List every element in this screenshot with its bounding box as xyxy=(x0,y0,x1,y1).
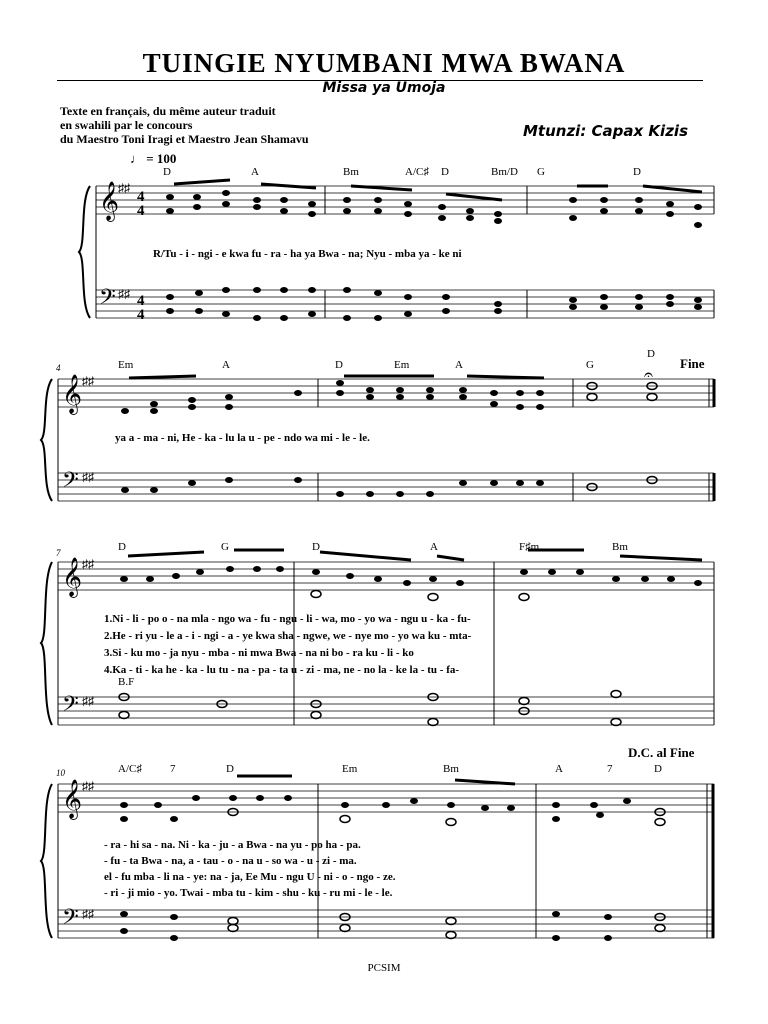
lyric-line: R/Tu - i - ngi - e kwa fu - ra - ha ya Bwa - na; Nyu - mba ya - ke ni xyxy=(153,248,462,260)
bass-clef-icon: 𝄢 xyxy=(62,905,79,934)
chord-symbol: D xyxy=(633,166,641,178)
note-line: du Maestro Toni Iragi et Maestro Jean Shamavu xyxy=(60,132,309,146)
system-2 xyxy=(41,348,714,501)
chord-symbol: G xyxy=(537,166,545,178)
treble-staff xyxy=(58,562,714,590)
note-line: en swahili par le concours xyxy=(60,118,193,132)
treble-clef-icon: 𝄞 xyxy=(62,559,83,596)
chord-symbol: F♯m xyxy=(519,541,540,553)
treble-notes xyxy=(120,550,702,601)
lyric-line: 3.Si - ku mo - ja nyu - mba - ni mwa Bwa - na ni bo - ra ku - li - ko xyxy=(104,647,414,659)
lyric-line: 4.Ka - ti - ka he - ka - lu tu - na - pa - ta u - zi - ma, ne - no la - ke la - tu - fa- xyxy=(104,664,460,676)
chord-symbol: Bm xyxy=(443,763,459,775)
time-signature: 4 xyxy=(137,293,145,309)
bass-staff xyxy=(58,697,714,725)
treble-clef-icon: 𝄞 xyxy=(62,781,83,818)
lyric-line: ya a - ma - ni, He - ka - lu la u - pe - ndo wa mi - le - le. xyxy=(115,432,370,444)
key-signature-icon: ♯♯ xyxy=(82,694,94,708)
chord-symbol: Bm xyxy=(612,541,628,553)
barlines xyxy=(58,562,714,725)
chord-symbol: D xyxy=(654,763,662,775)
treble-notes xyxy=(120,776,665,826)
chord-symbol: A xyxy=(555,763,563,775)
bass-clef-icon: 𝄢 xyxy=(62,692,79,721)
system-1 xyxy=(79,166,714,323)
verse-lyrics xyxy=(104,613,472,676)
bass-clef-icon: 𝄢 xyxy=(99,285,116,314)
chord-symbol: A/C♯ xyxy=(405,166,429,178)
note-line: Texte en français, du même auteur traduit xyxy=(60,104,276,118)
chord-symbol: D xyxy=(163,166,171,178)
chord-symbol: Bm/D xyxy=(491,166,518,178)
verse-lyrics xyxy=(104,839,396,899)
treble-clef-icon: 𝄞 xyxy=(99,183,120,220)
bass-staff xyxy=(58,473,714,501)
lyric-line: el - fu mba - li na - ye: na - ja, Ee Mu - ngu U - ni - o - ngo - ze. xyxy=(104,871,396,883)
measure-number: 7 xyxy=(56,548,61,558)
chord-symbols xyxy=(118,348,655,371)
chord-symbol: A xyxy=(251,166,259,178)
measure-number: 10 xyxy=(56,768,65,778)
lyric-line: - fu - ta Bwa - na, a - tau - o - na u - so wa - u - zi - ma. xyxy=(104,855,357,867)
key-signature-icon: ♯♯ xyxy=(82,557,94,571)
key-signature-icon: ♯♯ xyxy=(82,907,94,921)
treble-notes xyxy=(166,180,702,228)
chord-symbols xyxy=(163,166,641,178)
chord-symbol: Em xyxy=(118,359,134,371)
chord-symbol: Em xyxy=(342,763,358,775)
chord-symbol: A xyxy=(455,359,463,371)
bass-staff xyxy=(58,910,714,938)
chord-symbol: D xyxy=(647,348,655,360)
chord-symbol: 7 xyxy=(607,763,613,775)
dc-al-fine-marking: D.C. al Fine xyxy=(628,745,695,760)
key-signature-icon: ♯♯ xyxy=(82,374,94,388)
tempo-marking: ♩ = 100 xyxy=(130,151,177,166)
system-3 xyxy=(41,541,714,726)
bass-clef-icon: 𝄢 xyxy=(62,468,79,497)
lyric-line: - ri - ji mio - yo. Twai - mba tu - kim - shu - ku - ru mi - le - le. xyxy=(104,887,393,899)
song-title: TUINGIE NYUMBANI MWA BWANA xyxy=(142,48,626,78)
time-signature: 4 xyxy=(137,189,145,205)
chord-symbol: D xyxy=(226,763,234,775)
key-signature-icon: ♯♯ xyxy=(118,181,130,195)
chord-symbol: Bm xyxy=(343,166,359,178)
footer-credit: PCSIM xyxy=(367,962,401,974)
chord-symbol: A xyxy=(222,359,230,371)
key-signature-icon: ♯♯ xyxy=(82,470,94,484)
lyric-line: 1.Ni - li - po o - na mla - ngo wa - fu - ngu - li - wa, mo - yo wa - ngu u - ka - fu- xyxy=(104,613,471,625)
chord-symbol: D xyxy=(335,359,343,371)
bass-notes xyxy=(119,691,621,726)
time-signature: 4 xyxy=(137,203,145,219)
lyric-line: - ra - hi sa - na. Ni - ka - ju - a Bwa - na yu - po ha - pa. xyxy=(104,839,361,851)
system-brace xyxy=(79,186,90,318)
fine-marking: Fine xyxy=(680,356,705,371)
chord-symbol: G xyxy=(221,541,229,553)
lyric-line: 2.He - ri yu - le a - i - ngi - a - ye kwa sha - ngwe, we - nye mo - yo wa ku - mta- xyxy=(104,630,472,642)
bass-notes xyxy=(120,911,665,941)
fermata-icon: 𝄐 xyxy=(644,367,653,384)
system-4 xyxy=(41,745,714,941)
system-brace xyxy=(41,562,52,725)
key-signature-icon: ♯♯ xyxy=(82,779,94,793)
treble-notes xyxy=(121,376,657,414)
chord-symbol: D xyxy=(118,541,126,553)
beams xyxy=(174,180,702,200)
measure-number: 4 xyxy=(56,363,61,373)
chord-symbol: D xyxy=(312,541,320,553)
chord-symbol: A xyxy=(430,541,438,553)
system-brace xyxy=(41,379,52,501)
chord-symbols xyxy=(118,763,662,775)
key-signature-icon: ♯♯ xyxy=(118,287,130,301)
time-signature: 4 xyxy=(137,307,145,323)
treble-clef-icon: 𝄞 xyxy=(62,376,83,413)
chord-symbol: B.F xyxy=(118,676,135,688)
chord-symbol: G xyxy=(586,359,594,371)
composer-credit: Mtunzi: Capax Kizis xyxy=(523,122,688,140)
chord-symbol: Em xyxy=(394,359,410,371)
mass-subtitle: Missa ya Umoja xyxy=(322,80,446,96)
chord-symbol: D xyxy=(441,166,449,178)
system-brace xyxy=(41,784,52,938)
chord-symbol: 7 xyxy=(170,763,176,775)
chord-symbol: A/C♯ xyxy=(118,763,142,775)
